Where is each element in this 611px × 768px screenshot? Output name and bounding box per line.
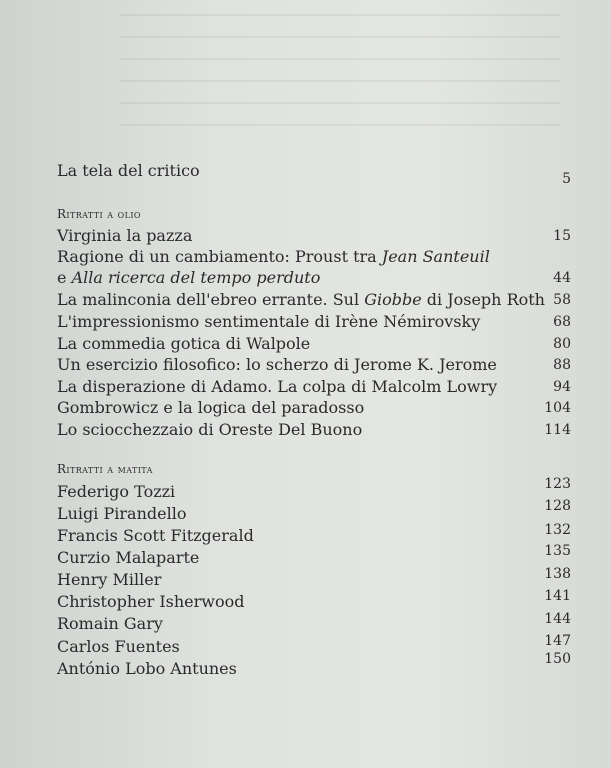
toc-entry: Virginia la pazza 15 — [57, 226, 571, 245]
toc-entry: Romain Gary 144 — [57, 611, 571, 633]
toc-entry: Christopher Isherwood 141 — [57, 588, 571, 611]
toc-entry: Francis Scott Fitzgerald 132 — [57, 522, 571, 545]
toc-entry: Carlos Fuentes 147 — [57, 633, 571, 656]
entry-title: La tela del critico — [57, 161, 200, 180]
toc-entry: Curzio Malaparte 135 — [57, 543, 571, 567]
toc-entry: La disperazione di Adamo. La colpa di Malcolm Lowry 94 — [57, 377, 571, 396]
toc-entry: La malinconia dell'ebreo errante. Sul Giobbe di Joseph Roth 58 — [57, 290, 571, 309]
bleed-through-text — [120, 0, 560, 145]
toc-entry: La commedia gotica di Walpole 80 — [57, 334, 571, 353]
toc-entry: Gombrowicz e la logica del paradosso 104 — [57, 398, 571, 417]
entry-page: 5 — [562, 171, 571, 187]
toc-entry: Henry Miller 138 — [57, 566, 571, 589]
toc-entry: Un esercizio filosofico: lo scherzo di Jerome K. Jerome 88 — [57, 355, 571, 374]
section-heading-matita: Ritratti a matita — [57, 462, 153, 476]
toc-entry: e Alla ricerca del tempo perduto 44 — [57, 268, 571, 287]
toc-entry: Lo sciocchezzaio di Oreste Del Buono 114 — [57, 420, 571, 439]
section-heading-olio: Ritratti a olio — [57, 207, 141, 221]
toc-entry: Ragione di un cambiamento: Proust tra Jean Santeuil — [57, 247, 490, 266]
toc-entry: Federigo Tozzi 123 — [57, 476, 571, 501]
toc-entry-intro — [57, 160, 571, 187]
toc-entry: Luigi Pirandello 128 — [57, 498, 571, 523]
toc-entry: António Lobo Antunes 150 — [57, 651, 571, 678]
toc-entry: L'impressionismo sentimentale di Irène Némirovsky 68 — [57, 312, 571, 331]
